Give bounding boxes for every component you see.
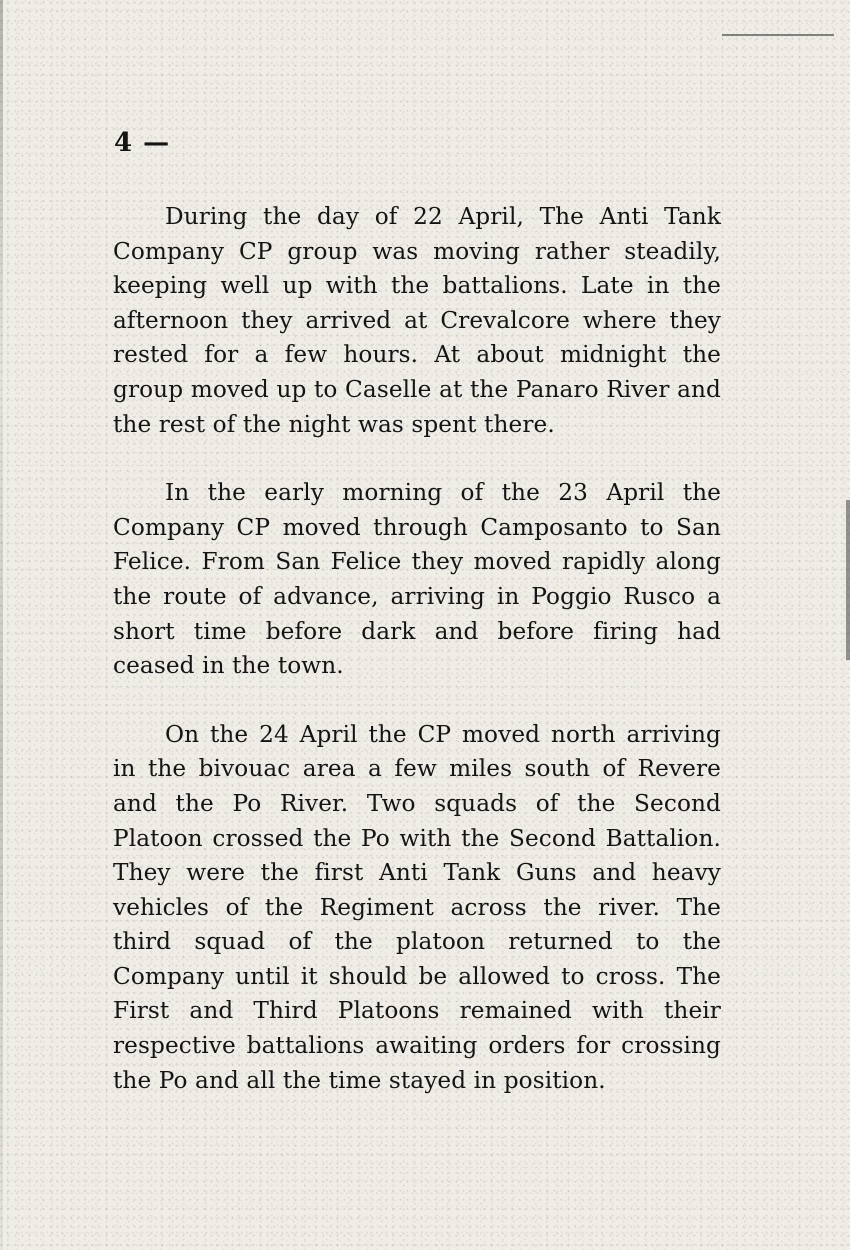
paragraph-23-april: In the early morning of the 23 April the Company CP moved through Camposanto to San Felice. From San Felice they moved rapidly along the route of advance, arriving in Poggio Rusco a short time before dark and before firing had ceased in the town. bbox=[113, 479, 721, 680]
scan-edge-left bbox=[0, 0, 3, 1250]
paragraph-22-april: During the day of 22 April, The Anti Tank Company CP group was moving rather steadily, keeping well up with the battalions. Late in the afternoon they arrived at Crevalcore where they rested for a few hours. At about midnight the group moved up to Caselle at the Panaro River and the rest of the night was spent there. bbox=[113, 203, 721, 438]
page-body bbox=[113, 200, 721, 1098]
scan-mark-top bbox=[722, 34, 834, 36]
scan-edge-right bbox=[846, 500, 850, 660]
page-number: 4 — bbox=[114, 128, 171, 158]
paragraph-24-april: On the 24 April the CP moved north arriving in the bivouac area a few miles south of Revere and the Po River. Two squads of the Second Platoon crossed the Po with the Second Battalion. They were the first Anti Tank Guns and heavy vehicles of the Regiment across the river. The third squad of the platoon returned to the Company until it should be allowed to cross. The First and Third Platoons remained with their respective battalions awaiting orders for crossing the Po and all the time stayed in position. bbox=[113, 720, 721, 1094]
